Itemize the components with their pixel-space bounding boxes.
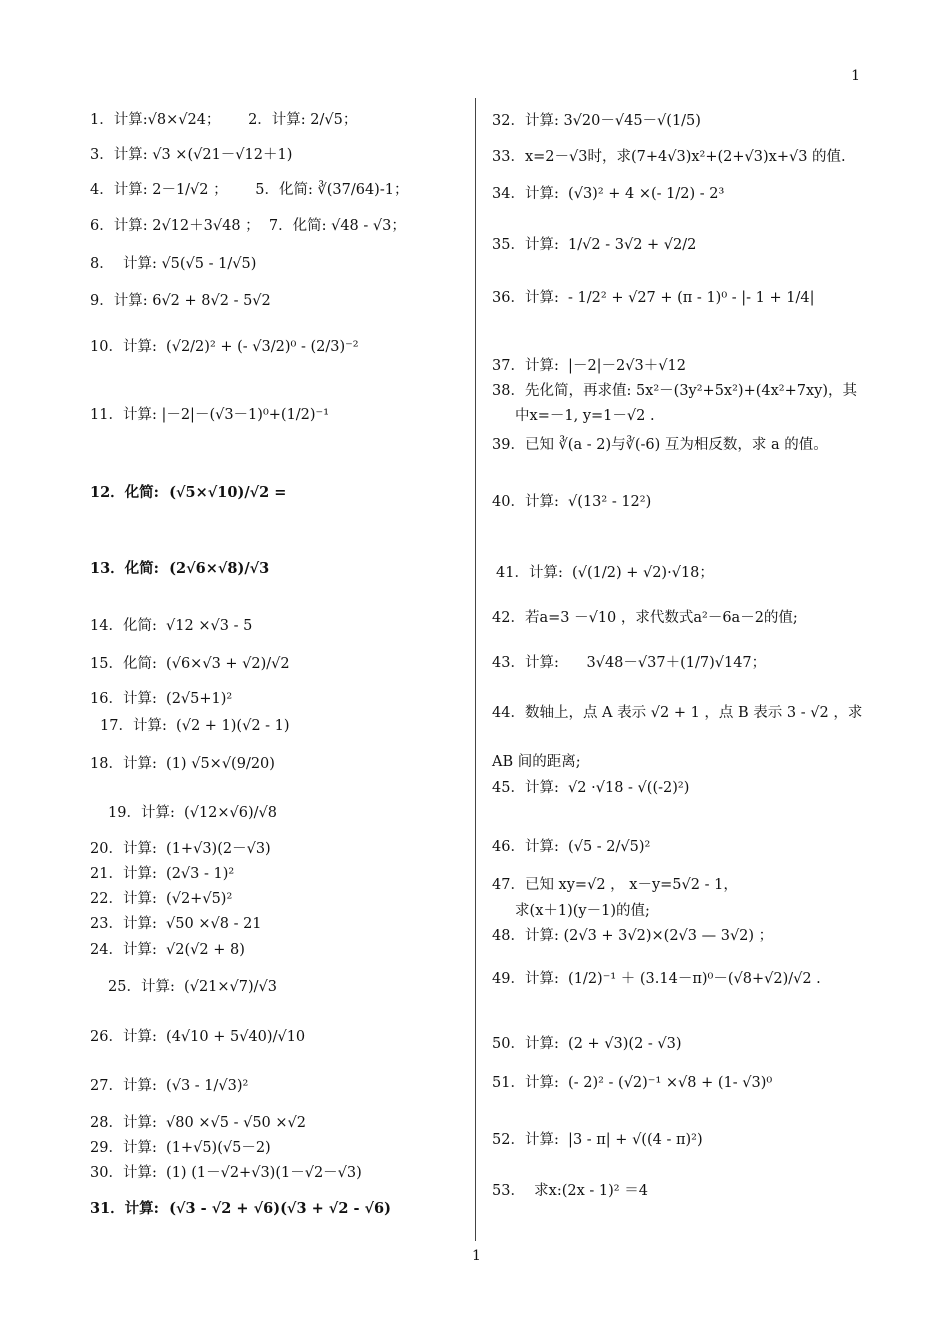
problem-text: 26．计算: (4√10 + 5√40)/√10 (90, 1029, 306, 1045)
problem-text: 15．化简: (√6×√3 + √2)/√2 (90, 656, 290, 672)
problem-text: 22．计算: (√2+√5)² (90, 891, 233, 907)
problem-text: 6．计算: 2√12＋3√48 ； 7．化简: √48 - √3； (90, 218, 406, 234)
problem-item (90, 915, 262, 933)
problem-item (492, 838, 650, 856)
right-column (492, 0, 872, 1344)
problem-item (492, 382, 857, 400)
problem-text: 8． 计算: √5(√5 - 1/√5) (90, 256, 257, 272)
problem-text: 36．计算: - 1/2² + √27 + (π - 1)⁰ - |- 1 + 1/4| (492, 290, 815, 306)
problem-item (108, 978, 277, 996)
problem-text: 51．计算: (- 2)² - (√2)⁻¹ ×√8 + (1- √3)⁰ (492, 1075, 773, 1091)
problem-text: 43．计算: 3√48－√37＋(1/7)√147； (492, 655, 767, 671)
problem-item (90, 181, 408, 199)
problem-item (492, 902, 650, 920)
problem-text: 30．计算: (1) (1－√2+√3)(1－√2－√3) (90, 1165, 362, 1181)
problem-text: 53． 求x:(2x - 1)² ＝4 (492, 1183, 648, 1199)
problem-item (90, 484, 286, 502)
problem-text: 35．计算: 1/√2 - 3√2 + √2/2 (492, 237, 697, 253)
problem-text: 44．数轴上，点 A 表示 √2 + 1 ，点 B 表示 3 - √2 ，求 (492, 705, 863, 721)
problem-item (492, 609, 798, 627)
problem-item (492, 779, 689, 797)
problem-text: 中x=－1, y=1－√2 . (492, 408, 655, 424)
problem-item (90, 655, 290, 673)
problem-text: 49．计算: (1/2)⁻¹ ＋ (3.14－π)⁰－(√8+√2)/√2 . (492, 971, 821, 987)
problem-item (90, 1200, 391, 1218)
problem-item (492, 289, 814, 307)
problem-text: 38．先化简，再求值: 5x²－(3y²+5x²)+(4x²+7xy)，其 (492, 383, 857, 399)
problem-text: 9．计算: 6√2 + 8√2 - 5√2 (90, 293, 271, 309)
problem-item (492, 185, 724, 203)
problem-item (90, 338, 359, 356)
problem-text: 23．计算: √50 ×√8 - 21 (90, 916, 262, 932)
problem-text: 20．计算: (1+√3)(2－√3) (90, 841, 271, 857)
problem-text: 1．计算:√8×√24； 2．计算: 2/√5； (90, 112, 358, 128)
problem-item (492, 704, 862, 722)
problem-text: AB 间的距离; (492, 754, 581, 770)
problem-item (90, 1077, 248, 1095)
problem-item (90, 255, 256, 273)
problem-text: 16．计算: (2√5+1)² (90, 691, 233, 707)
problem-text: 41．计算: (√(1/2) + √2)·√18； (496, 565, 714, 581)
problem-item (492, 753, 581, 771)
problem-item (492, 112, 701, 130)
problem-text: 32．计算: 3√20－√45－√(1/5) (492, 113, 701, 129)
column-divider (475, 98, 476, 1241)
problem-item (90, 406, 329, 424)
problem-text: 52．计算: |3 - π| + √((4 - π)²) (492, 1132, 703, 1148)
problem-text: 24．计算: √2(√2 + 8) (90, 942, 245, 958)
problem-item (492, 876, 738, 894)
problem-text: 10．计算: (√2/2)² + (- √3/2)⁰ - (2/3)⁻² (90, 339, 359, 355)
problem-item (492, 236, 696, 254)
problem-text: 33．x=2－√3时，求(7+4√3)x²+(2+√3)x+√3 的值. (492, 149, 846, 165)
problem-item (492, 493, 651, 511)
problem-item (492, 436, 828, 454)
left-column (90, 0, 468, 1344)
problem-item (100, 717, 290, 735)
problem-item (90, 292, 271, 310)
problem-text: 3．计算: √3 ×(√21－√12＋1) (90, 147, 293, 163)
problem-text: 37．计算: |－2|－2√3＋√12 (492, 358, 686, 374)
problem-text: 40．计算: √(13² - 12²) (492, 494, 652, 510)
problem-item (90, 890, 232, 908)
problem-item (496, 564, 714, 582)
problem-text: 48．计算: (2√3 + 3√2)×(2√3 — 3√2) ； (492, 928, 774, 944)
problem-text: 39．已知 ∛(a - 2)与∛(-6) 互为相反数，求 a 的值。 (492, 437, 828, 453)
problem-item (90, 1164, 362, 1182)
problem-text: 31．计算: (√3 - √2 + √6)(√3 + √2 - √6) (90, 1200, 392, 1217)
problem-item (90, 865, 234, 883)
problem-text: 29．计算: (1+√5)(√5－2) (90, 1140, 271, 1156)
problem-text: 45．计算: √2 ·√18 - √((-2)²) (492, 780, 690, 796)
problem-item (90, 560, 269, 578)
problem-text: 50．计算: (2 + √3)(2 - √3) (492, 1036, 682, 1052)
problem-text: 19．计算: (√12×√6)/√8 (108, 805, 278, 821)
problem-item (492, 970, 821, 988)
problem-item (90, 755, 275, 773)
problem-item (492, 357, 686, 375)
problem-item (492, 1074, 772, 1092)
problem-item (90, 217, 406, 235)
problem-text: 47．已知 xy=√2 ， x－y=5√2 - 1， (492, 877, 738, 893)
problem-item (492, 148, 846, 166)
problem-text: 求(x＋1)(y－1)的值; (492, 903, 650, 919)
problem-item (90, 1139, 271, 1157)
problem-text: 4．计算: 2－1/√2 ； 5．化简: ∛(37/64)-1； (90, 182, 409, 198)
problem-item (90, 1028, 305, 1046)
problem-text: 46．计算: (√5 - 2/√5)² (492, 839, 651, 855)
problem-text: 13．化简: (2√6×√8)/√3 (90, 560, 270, 577)
problem-text: 25．计算: (√21×√7)/√3 (108, 979, 278, 995)
problem-item (90, 111, 357, 129)
problem-text: 27．计算: (√3 - 1/√3)² (90, 1078, 249, 1094)
problem-item (492, 927, 773, 945)
problem-item (90, 617, 252, 635)
problem-item (90, 1114, 306, 1132)
problem-item (492, 1131, 703, 1149)
problem-item (492, 1182, 648, 1200)
problem-text: 42．若a=3 －√10 ，求代数式a²－6a－2的值; (492, 610, 798, 626)
problem-item (492, 654, 766, 672)
problem-text: 34．计算: (√3)² + 4 ×(- 1/2) - 2³ (492, 186, 725, 202)
problem-text: 12．化简: (√5×√10)/√2 = (90, 484, 287, 501)
problem-text: 21．计算: (2√3 - 1)² (90, 866, 235, 882)
problem-text: 14．化简: √12 ×√3 - 5 (90, 618, 253, 634)
footer-page-number: 1 (472, 1248, 481, 1264)
problem-text: 18．计算: (1) √5×√(9/20) (90, 756, 275, 772)
problem-item (90, 146, 292, 164)
problem-text: 28．计算: √80 ×√5 - √50 ×√2 (90, 1115, 306, 1131)
problem-item (90, 690, 232, 708)
problem-text: 17．计算: (√2 + 1)(√2 - 1) (100, 718, 290, 734)
problem-item (492, 1035, 682, 1053)
problem-item (492, 407, 655, 425)
header-page-number: 1 (851, 68, 860, 84)
problem-item (90, 840, 271, 858)
problem-item (108, 804, 277, 822)
problem-item (90, 941, 245, 959)
problem-text: 11．计算: |－2|－(√3－1)⁰+(1/2)⁻¹ (90, 407, 330, 423)
